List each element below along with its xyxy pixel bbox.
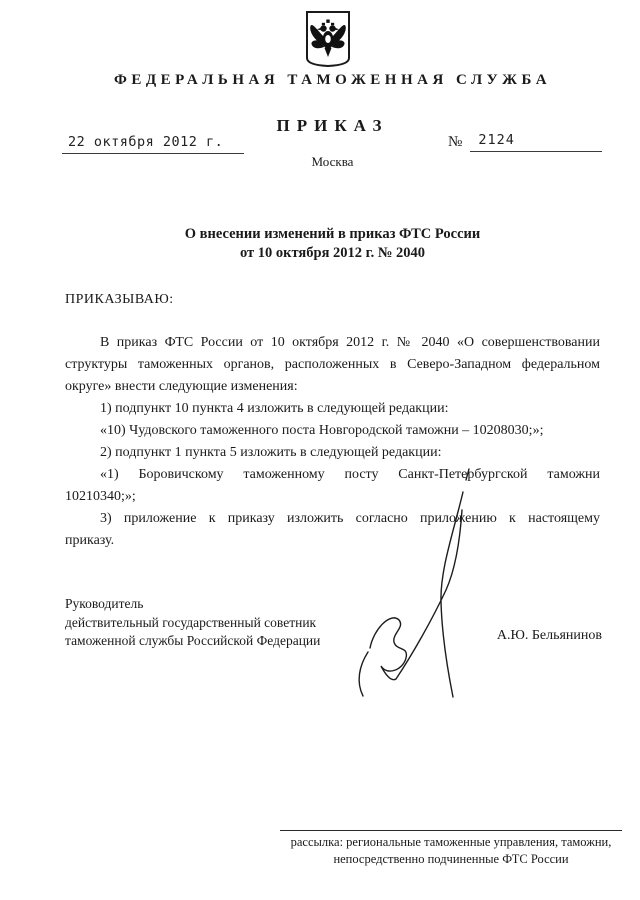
state-emblem-icon bbox=[305, 10, 351, 68]
distribution-line-2: непосредственно подчиненные ФТС России bbox=[333, 852, 569, 866]
body-item-3: 3) приложение к приказу изложить согласно приложению к настоящему bbox=[100, 511, 600, 526]
order-verb: ПРИКАЗЫВАЮ: bbox=[65, 292, 174, 307]
document-type-title: ПРИКАЗ bbox=[276, 116, 389, 135]
body-item-3-cont: приказу. bbox=[65, 533, 115, 548]
subject-line-2: от 10 октября 2012 г. № 2040 bbox=[239, 245, 426, 261]
distribution-note bbox=[280, 830, 622, 868]
signer-position-line-3: таможенной службы Российской Федерации bbox=[65, 633, 321, 648]
order-subject bbox=[65, 225, 600, 263]
body-item-1-wording: «10) Чудовского таможенного поста Новгородской таможни – 10208030;»; bbox=[100, 423, 544, 438]
body-item-2: 2) подпункт 1 пункта 5 изложить в следующей редакции: bbox=[100, 445, 442, 460]
body-item-2-wording-cont: 10210340;»; bbox=[65, 489, 136, 504]
agency-name: ФЕДЕРАЛЬНАЯ ТАМОЖЕННАЯ СЛУЖБА bbox=[113, 72, 552, 88]
body-item-1: 1) подпункт 10 пункта 4 изложить в следующей редакции: bbox=[100, 401, 449, 416]
order-date-field: 22 октября 2012 г. bbox=[62, 134, 244, 154]
number-sign: № bbox=[448, 134, 463, 150]
issue-city: Москва bbox=[311, 154, 354, 169]
distribution-line-1: рассылка: региональные таможенные управления, таможни, bbox=[290, 835, 612, 849]
subject-line-1: О внесении изменений в приказ ФТС России bbox=[184, 226, 481, 242]
order-number-field bbox=[448, 132, 602, 152]
signer-position-line-2: действительный государственный советник bbox=[65, 614, 317, 630]
signer-name: А.Ю. Бельянинов bbox=[496, 628, 602, 643]
body-item-2-wording: «1) Боровичскому таможенному посту Санкт-Петербургской таможни bbox=[100, 467, 600, 482]
order-number-value: 2124 bbox=[470, 132, 602, 152]
signer-position-line-1: Руководитель bbox=[65, 596, 144, 611]
order-body bbox=[65, 292, 600, 552]
intro-paragraph: В приказ ФТС России от 10 октября 2012 г. № 2040 «О совершенствовании структуры таможенных органов, расположенных в Северо-Западном федеральном округе» внести следующие изменения: bbox=[65, 335, 600, 394]
